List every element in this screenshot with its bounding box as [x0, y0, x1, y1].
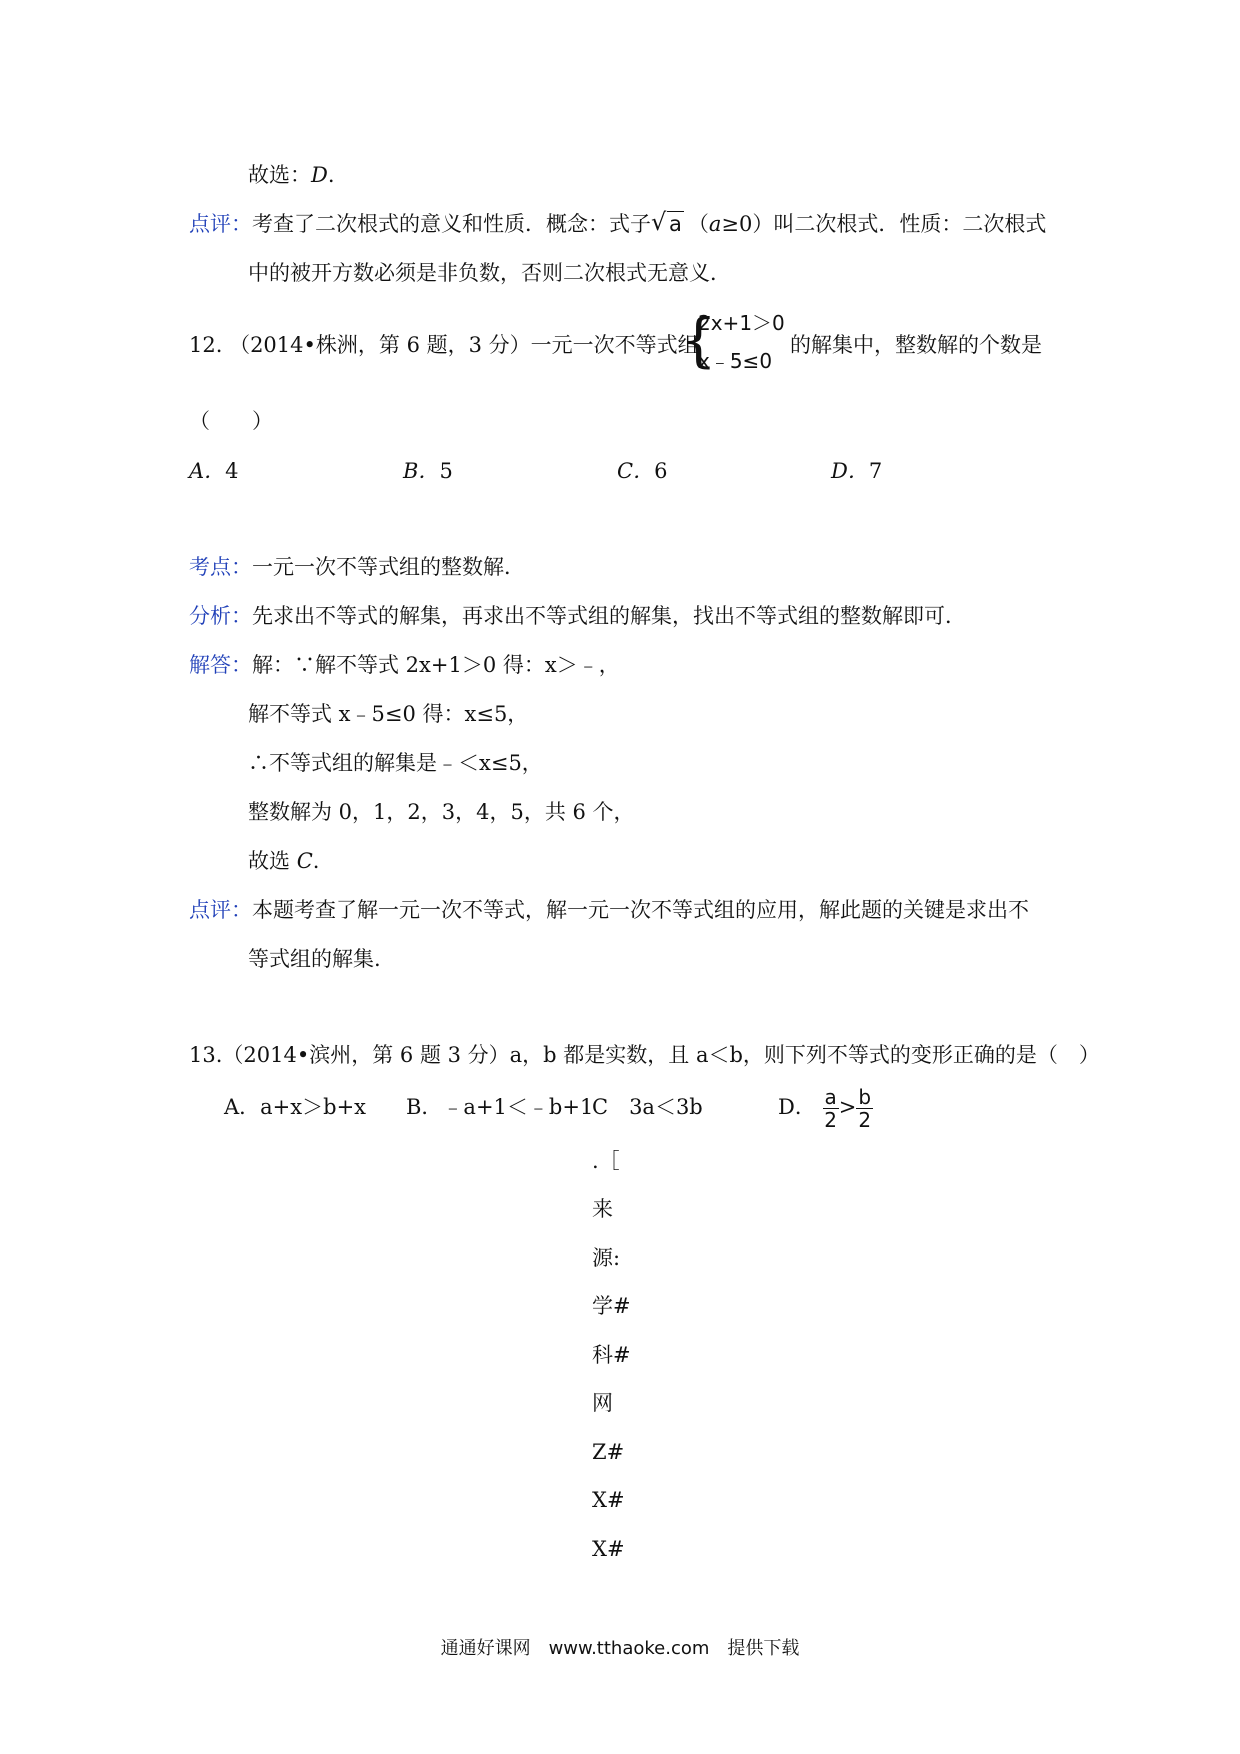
q12-option-a: A．4: [189, 459, 239, 483]
q12-option-d: D．7: [831, 459, 883, 483]
page-footer: 通通好课网 www.tthaoke.com 提供下载: [440, 1638, 800, 1659]
fraction-a-over-2: $\frac{a}{2}$: [824, 1085, 838, 1132]
q12-jieda: 解答：解：∵解不等式 2x+1＞0 得：x＞﹣，: [189, 653, 620, 677]
q13-option-c: C 3a＜3b: [592, 1095, 703, 1119]
q12-solution-line3: ∴不等式组的解集是﹣＜x≤5，: [248, 751, 543, 775]
source-fragment: Z#: [592, 1440, 625, 1464]
q12-solution-line4: 整数解为 0，1，2，3，4，5，共 6 个，: [248, 800, 635, 824]
source-fragment: X#: [592, 1537, 625, 1561]
source-fragment: 科#: [592, 1343, 631, 1367]
q12-stem-b: 的解集中，整数解的个数是: [790, 333, 1042, 357]
source-fragment: 学#: [592, 1294, 631, 1318]
q12-stem-a: 12. （2014•株洲，第 6 题，3 分）一元一次不等式组: [189, 333, 699, 357]
q12-answer-paren: （ ）: [189, 409, 273, 433]
q12-fenxi: 分析：先求出不等式的解集，再求出不等式组的解集，找出不等式组的整数解即可．: [189, 604, 966, 628]
source-fragment: X#: [592, 1488, 625, 1512]
q13-stem: 13.（2014•滨州，第 6 题 3 分）a，b 都是实数，且 a＜b，则下列不等式的变形正确的是（ ）: [189, 1043, 1100, 1067]
q12-solution-line5: 故选 C.: [248, 849, 320, 873]
q12-kaodian: 考点：一元一次不等式组的整数解．: [189, 555, 525, 579]
q12-inequality-system: { 2x+1＞0 x﹣5≤0: [680, 306, 785, 374]
source-fragment: .［: [592, 1149, 620, 1173]
q12-solution-line2: 解不等式 x﹣5≤0 得：x≤5，: [248, 702, 529, 726]
q13-option-d: D． $\frac{a}{2}$ > $\frac{b}{2}$: [778, 1085, 872, 1132]
sqrt-expression: √ a: [651, 208, 682, 236]
q12-dianping-line2: 等式组的解集.: [248, 947, 381, 971]
q12-dianping: 点评：本题考查了解一元一次不等式，解一元一次不等式组的应用，解此题的关键是求出不: [189, 898, 1029, 922]
fraction-b-over-2: $\frac{b}{2}$: [858, 1085, 872, 1132]
prev-comment-line1: 点评：考查了二次根式的意义和性质．概念：式子 √ a （a≥0）叫二次根式．性质：二次根式: [189, 209, 1046, 239]
prev-conclusion: 故选：D.: [248, 163, 335, 187]
q12-option-b: B．5: [403, 459, 453, 483]
comment-tag: 点评：: [189, 212, 252, 236]
brace-symbol: {: [680, 306, 717, 374]
q13-option-a: A．a+x＞b+x: [224, 1095, 367, 1119]
source-fragment: 来: [592, 1197, 613, 1221]
source-fragment: 网: [592, 1391, 613, 1415]
source-fragment: 源:: [592, 1246, 621, 1270]
q13-option-b: B．﹣a+1＜﹣b+1: [406, 1095, 594, 1119]
prev-comment-line2: 中的被开方数必须是非负数，否则二次根式无意义．: [248, 261, 731, 285]
q12-option-c: C．6: [617, 459, 668, 483]
